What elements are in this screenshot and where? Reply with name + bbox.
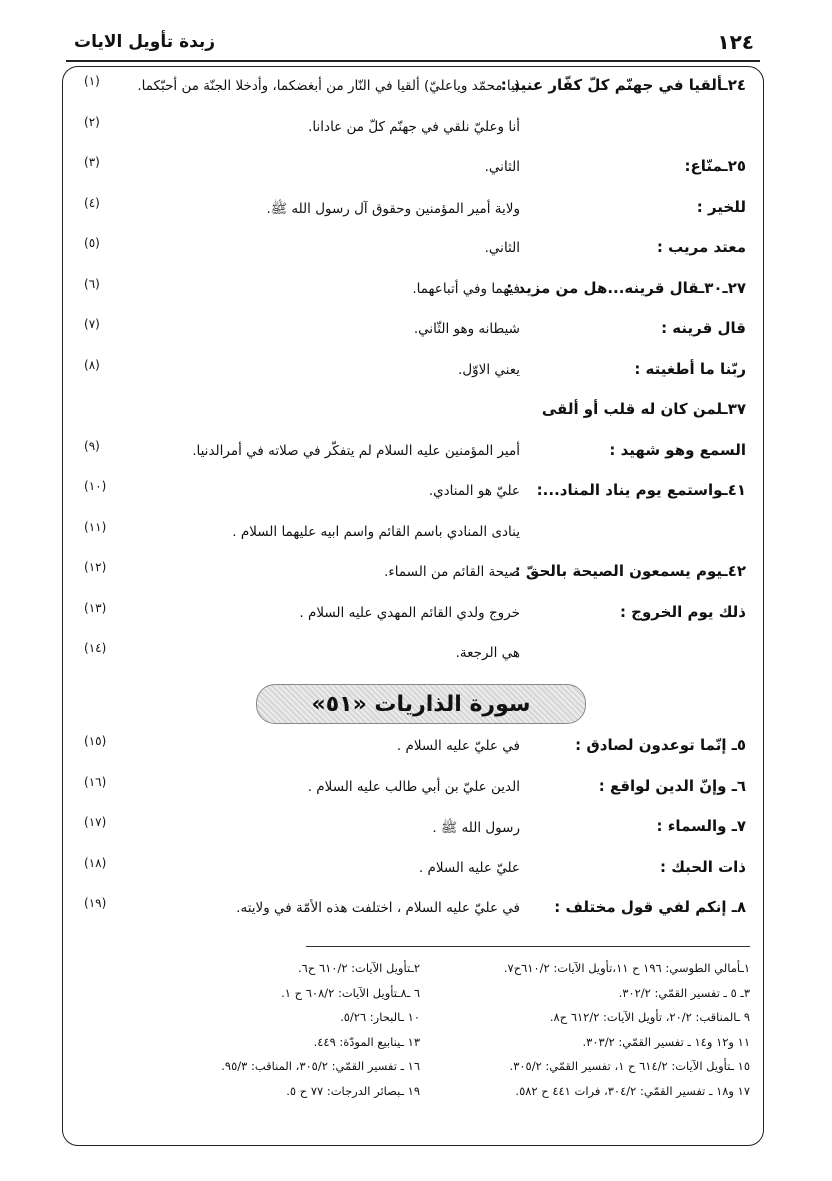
footnote-ref: (١) <box>84 74 100 88</box>
entry-gloss: الثاني. <box>484 240 520 256</box>
footnote-ref: (١٦) <box>84 774 107 789</box>
footnote-right: ٩ ـالمناقب: ٢٠/٢، تأويل الآيات: ٦١٢/٢ ح٨. <box>549 1010 750 1024</box>
entry-gloss: في عليّ عليه السلام ، اختلفت هذه الأمّة في ولايته. <box>236 900 520 916</box>
entry-term: السمع وهو شهيد : <box>609 440 746 459</box>
footnote-ref: (٢) <box>84 114 100 129</box>
footnote-rule <box>306 946 750 947</box>
footnote-left: ١٦ ـ تفسير القمّي: ٣٠٥/٢، المناقب: ٩٥/٣. <box>221 1059 420 1073</box>
footnote-ref: (١٨) <box>84 855 107 870</box>
entry-gloss: يعني الاوّل. <box>458 361 520 378</box>
entry-row <box>80 520 750 556</box>
footnote-left: ٦ ـ٨ـتأويل الآيات: ٦٠٨/٢ ح ١. <box>281 985 420 1000</box>
footnote-left: ٢ـتأويل الآيات: ٦١٠/٢ ح٦. <box>298 961 420 975</box>
entry-term: ٥ـ إنّما توعدون لصادق : <box>575 736 746 754</box>
entry-gloss: في عليّ عليه السلام . <box>396 738 520 754</box>
entry-gloss: ولاية أمير المؤمنين وحقوق آل رسول الله ﷺ. <box>266 200 520 217</box>
book-title: زبدة تأويل الايات <box>74 32 216 52</box>
entry-row <box>80 856 750 892</box>
entry-gloss: الدين عليّ بن أبي طالب عليه السلام . <box>307 778 520 795</box>
entry-term: ٦ـ وإنّ الدين لواقع : <box>598 776 746 795</box>
surah-banner <box>256 684 586 724</box>
entry-term: للخير : <box>696 197 746 216</box>
entry-row <box>80 601 750 637</box>
footnote-ref: (٣) <box>84 155 100 169</box>
footnote-right: ١ـأمالي الطوسي: ١٩٦ ح ١١،تأويل الآيات: ٦١٠/٢ح٧. <box>503 961 750 975</box>
entry-gloss: ينادى المنادي باسم القائم واسم ابيه عليهما السلام . <box>232 523 520 540</box>
entry-row <box>80 196 750 232</box>
footnote-ref: (٩) <box>84 438 100 453</box>
entry-term: ربّنا ما أطغيته : <box>634 359 746 378</box>
entry-row <box>80 479 750 515</box>
footnote-right: ١٧ و١٨ ـ تفسير القمّي: ٣٠٤/٢، فرات ٤٤١ ح ٥٨٢. <box>515 1083 750 1098</box>
footnote-ref: (١٣) <box>84 600 107 615</box>
entry-term: ذلك يوم الخروج : <box>619 602 746 621</box>
entry-row <box>80 236 750 272</box>
footnote-ref: (٦) <box>84 276 100 291</box>
page-number: ١٢٤ <box>717 30 754 54</box>
entry-row <box>80 439 750 475</box>
entry-gloss: أنا وعليّ نلقي في جهنّم كلّ من عادانا. <box>308 118 520 135</box>
entry-gloss: فيهما وفي أتباعهما. <box>412 280 520 297</box>
entry-row <box>80 115 750 151</box>
surah-title: سورة الذاريات «٥١» <box>311 691 531 717</box>
footnote-ref: (٨) <box>84 357 100 372</box>
footnote-right: ١١ و١٢ و١٤ ـ تفسير القمّي: ٣٠٣/٢. <box>582 1034 750 1049</box>
entry-term: قال قرينه : <box>661 319 746 337</box>
footnote-ref: (١١) <box>84 519 107 534</box>
entry-row <box>80 317 750 353</box>
entry-gloss: الثاني. <box>484 159 520 175</box>
entry-row <box>80 560 750 596</box>
entry-row <box>80 815 750 851</box>
entry-gloss: شيطانه وهو الثّاني. <box>413 321 520 337</box>
entry-row <box>80 775 750 811</box>
footnote-ref: (١٠) <box>84 479 107 493</box>
entry-row <box>80 896 750 932</box>
header-rule <box>66 60 760 62</box>
entry-gloss: عليّ عليه السلام . <box>418 859 520 876</box>
entry-term: ٨ـ إنكم لفي قول مختلف : <box>554 898 746 916</box>
entry-term: ٢٥ـمنّاع: <box>684 157 746 175</box>
entry-term: ٧ـ والسماء : <box>656 817 746 835</box>
footnote-left: ١٣ ـينابيع المودّة: ٤٤٩. <box>313 1034 420 1049</box>
entry-row <box>80 641 750 677</box>
entry-term: ذات الحبك : <box>659 857 746 876</box>
entry-gloss: عليّ هو المنادي. <box>428 483 520 499</box>
footnote-ref: (١٢) <box>84 560 107 574</box>
entry-row <box>80 358 750 394</box>
entry-term: ٤٢ـيوم يسمعون الصيحة بالحقّ : <box>514 562 746 580</box>
entry-term: ٢٧ـ٣٠ـقال قرينه...هل من مزيد : <box>506 278 746 297</box>
entry-term: ٤١ـواستمع يوم يناد المناد...: <box>536 481 746 499</box>
page-header <box>66 30 760 58</box>
entry-term: ٣٧ـلمن كان له قلب أو ألقى <box>541 400 746 418</box>
footnote-left: ١٩ ـبصائر الدرجات: ٧٧ ح ٥. <box>286 1083 420 1098</box>
entry-row <box>80 734 750 770</box>
footnote-ref: (١٥) <box>84 734 107 748</box>
entry-gloss: هي الرجعة. <box>455 645 520 661</box>
entry-row <box>80 398 750 434</box>
entry-gloss: (يا محمّد وياعليّ) ألقيا في النّار من أبغضكما، وأدخلا الجنّة من أحبّكما. <box>137 78 520 94</box>
footnote-ref: (٥) <box>84 236 100 250</box>
footnote-ref: (٤) <box>84 195 100 210</box>
entry-gloss: خروج ولدي القائم المهدي عليه السلام . <box>299 604 520 621</box>
footnote-left: ١٠ ـالبحار: ٥/٢٦. <box>340 1010 420 1024</box>
footnote-ref: (١٤) <box>84 641 107 655</box>
entry-term: ٢٤ـألقيا في جهنّم كلّ كفّار عنيد : <box>500 76 746 94</box>
footnote-ref: (٧) <box>84 317 100 331</box>
entry-row <box>80 277 750 313</box>
entry-row <box>80 74 750 110</box>
entry-gloss: رسول الله ﷺ . <box>432 820 520 836</box>
entry-gloss: أمير المؤمنين عليه السلام لم يتفكّر في صلاته في أمرالدنيا. <box>192 442 520 459</box>
footnote-ref: (١٩) <box>84 896 107 910</box>
entry-row <box>80 155 750 191</box>
footnote-right: ٣ـ ٥ ـ تفسير القمّي: ٣٠٢/٢. <box>618 985 750 1000</box>
entry-gloss: صيحة القائم من السماء. <box>384 564 520 580</box>
footnote-right: ١٥ ـتأويل الآيات: ٦١٤/٢ ح ١، تفسير القمّي: ٣٠٥/٢. <box>509 1059 750 1073</box>
entry-term: معتد مريب : <box>656 238 746 256</box>
footnote-ref: (١٧) <box>84 815 107 829</box>
